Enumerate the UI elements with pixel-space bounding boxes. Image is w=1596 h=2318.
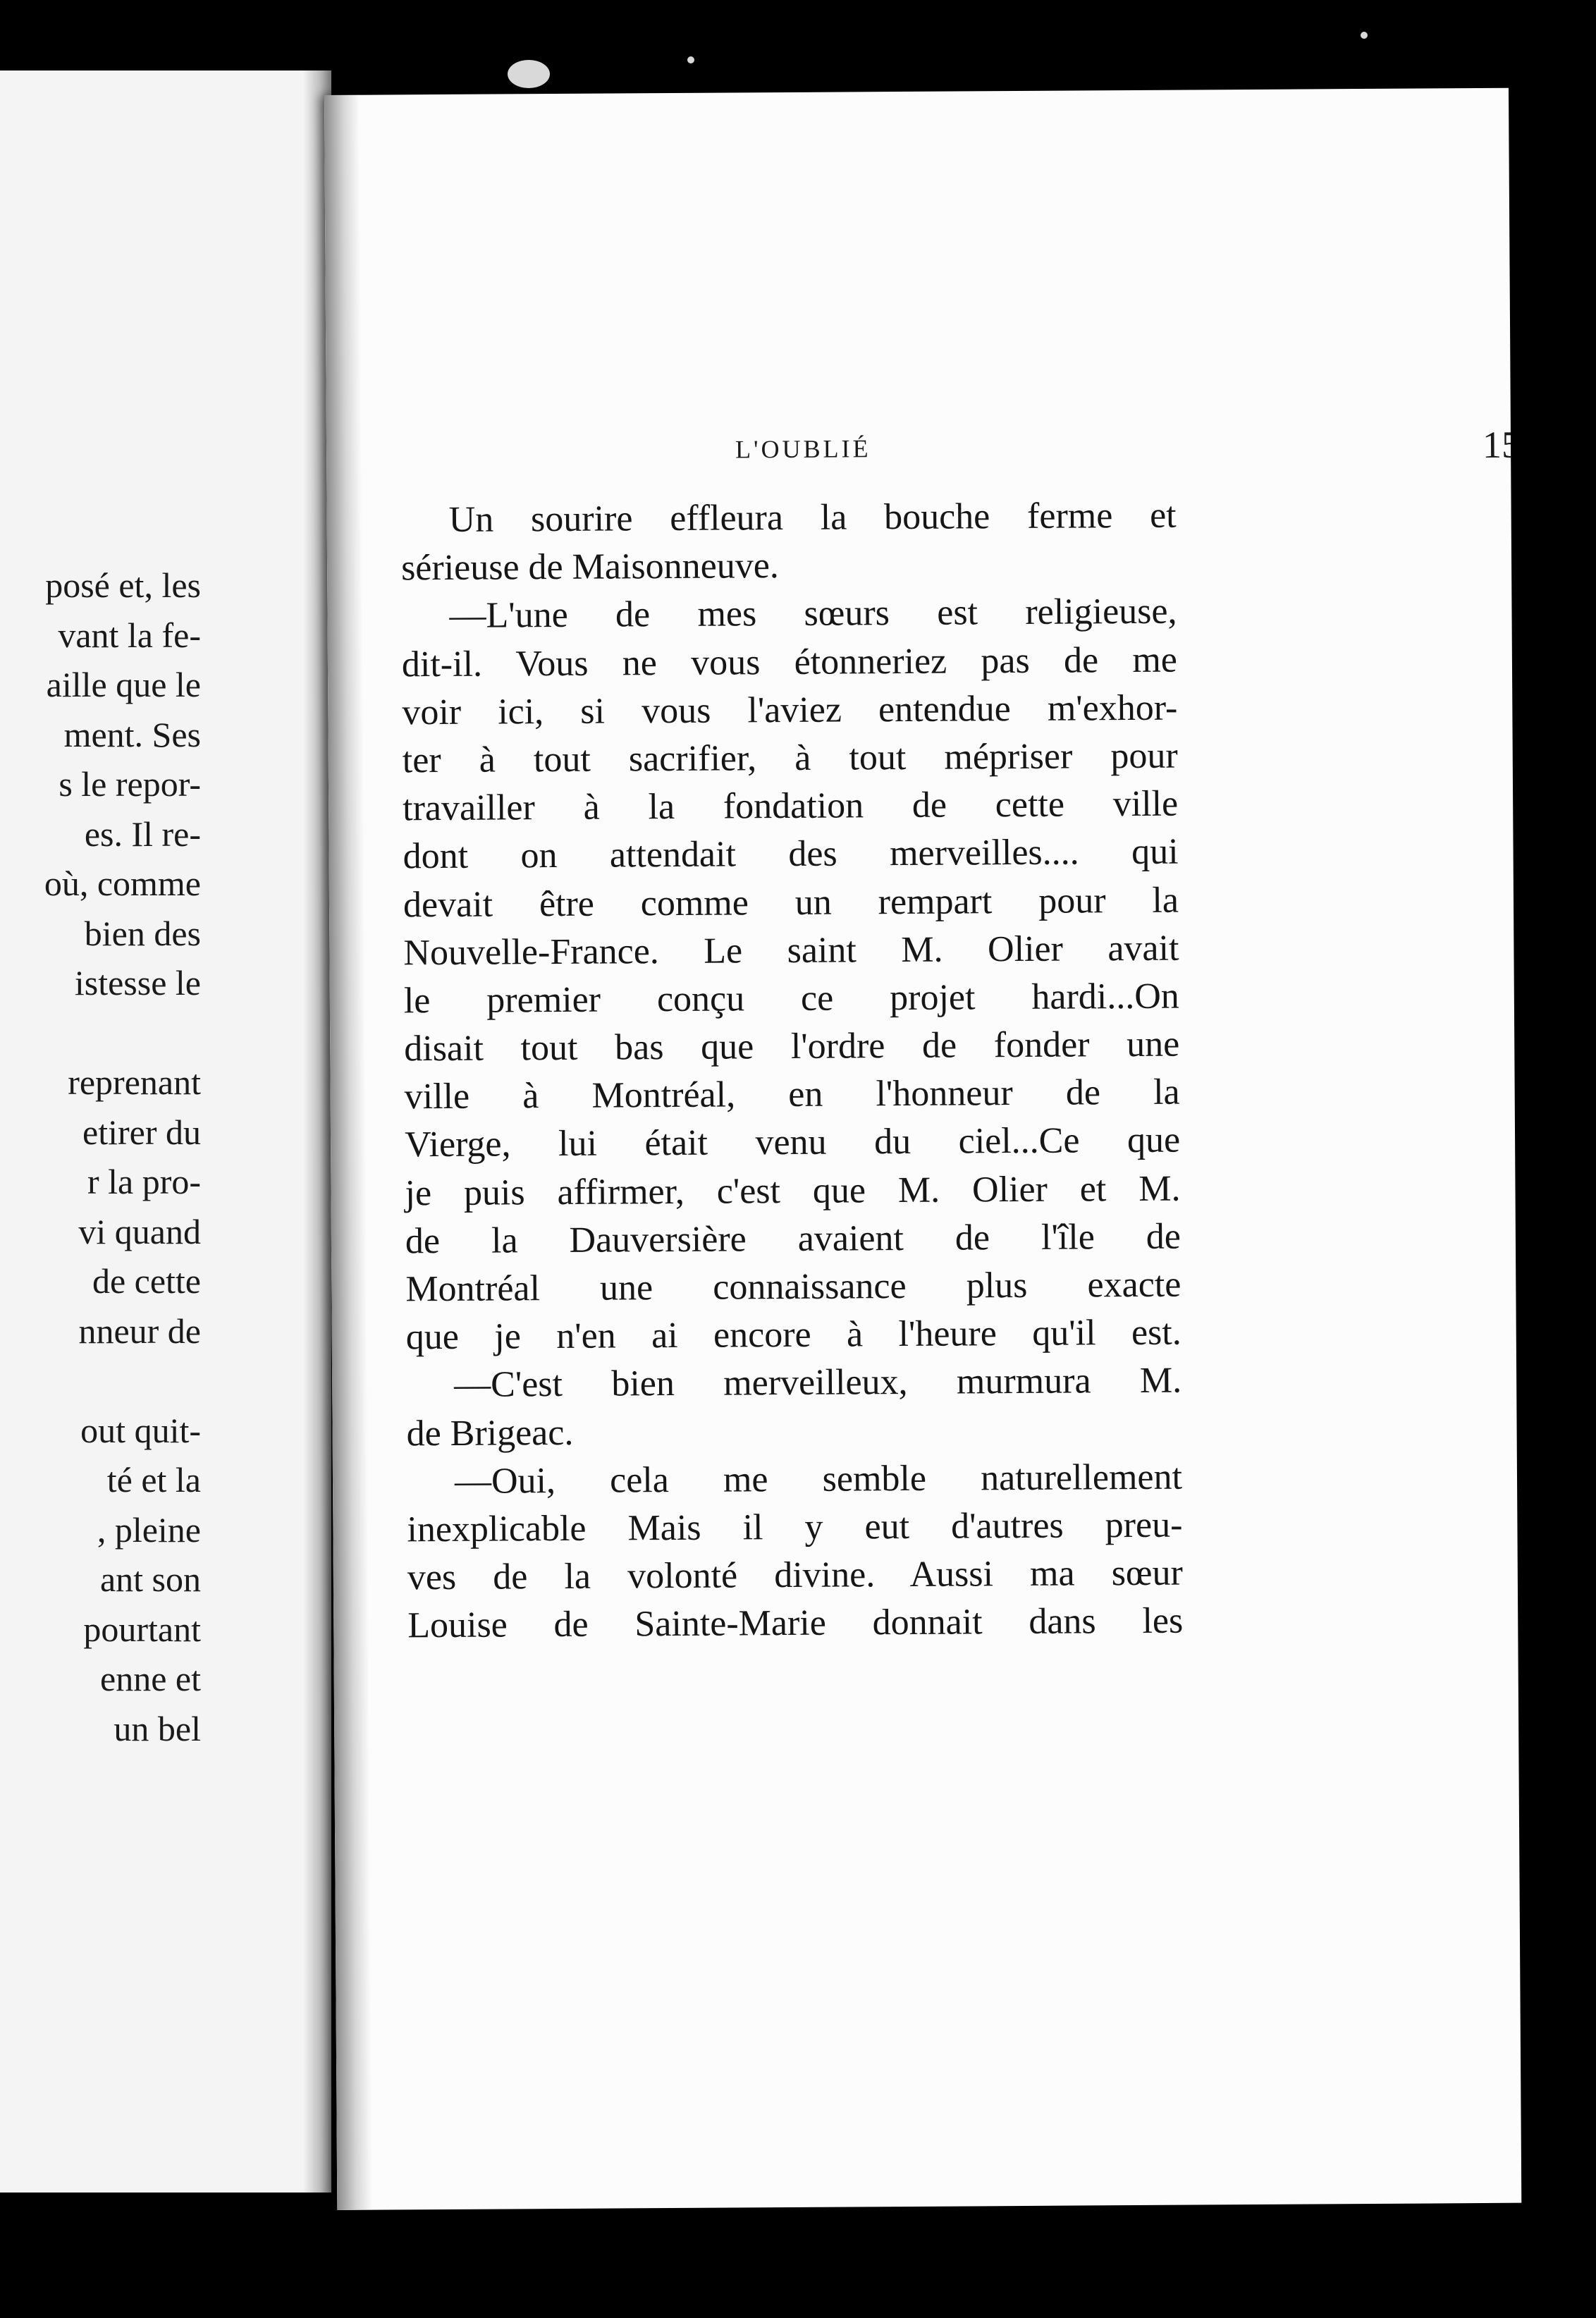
text-line: sérieuse de Maisonneuve. <box>400 546 779 589</box>
page-spine-shadow <box>324 95 372 2210</box>
facing-page-line: de cette <box>92 1261 201 1301</box>
text-line: Un sourire effleura la bouche ferme et <box>448 495 1177 540</box>
text-line: dit-il. Vous ne vous étonneriez pas de me <box>401 639 1178 685</box>
text-line: disait tout bas que l'ordre de fonder une <box>404 1024 1180 1069</box>
facing-page-line: pourtant <box>83 1609 201 1649</box>
body-text <box>400 490 1521 1650</box>
facing-page-line: ment. Ses <box>63 714 201 754</box>
dust-speck <box>508 60 550 88</box>
facing-page-line: un bel <box>113 1708 201 1748</box>
text-line: de la Dauversière avaient de l'île de <box>405 1216 1181 1262</box>
facing-page-line: ant son <box>99 1559 201 1599</box>
facing-page-left <box>0 70 331 2193</box>
text-line: ves de la volonté divine. Aussi ma sœur <box>407 1552 1184 1598</box>
text-line: de Brigeac. <box>406 1412 574 1454</box>
facing-page-line: es. Il re- <box>84 814 201 854</box>
text-line: que je n'en ai encore à l'heure qu'il est. <box>405 1312 1181 1358</box>
text-line: —Oui, cela me semble naturellement <box>454 1457 1183 1502</box>
text-line: —L'une de mes sœurs est religieuse, <box>449 591 1177 637</box>
text-line: travailler à la fondation de cette ville <box>403 783 1179 829</box>
facing-page-line <box>0 1008 310 1058</box>
facing-page-line: bien des <box>84 913 201 953</box>
facing-page-line: etirer du <box>82 1112 201 1152</box>
facing-page-line: enne et <box>100 1659 201 1698</box>
facing-page-line: té et la <box>106 1460 201 1500</box>
facing-page-line: s le repor- <box>59 764 201 804</box>
text-line: le premier conçu ce projet hardi...On <box>403 976 1180 1022</box>
facing-page-line: vant la fe- <box>58 615 201 655</box>
dust-speck <box>1361 32 1368 39</box>
text-line: devait être comme un rempart pour la <box>403 880 1179 925</box>
facing-page-line: aille que le <box>46 665 201 704</box>
facing-page-line: où, comme <box>44 864 201 903</box>
text-line: —C'est bien merveilleux, murmura M. <box>454 1360 1182 1406</box>
facing-page-line: out quit- <box>80 1410 201 1450</box>
facing-page-line: vi quand <box>78 1211 201 1251</box>
facing-page-line <box>0 1356 310 1406</box>
text-line: inexplicable Mais il y eut d'autres preu- <box>407 1504 1183 1550</box>
text-line: ville à Montréal, en l'honneur de la <box>404 1072 1180 1117</box>
facing-page-line: posé et, les <box>45 565 201 605</box>
text-line: Nouvelle-France. Le saint M. Olier avait <box>403 928 1179 974</box>
text-line: Montréal une connaissance plus exacte <box>405 1264 1181 1310</box>
page-header <box>735 423 1521 466</box>
text-line: voir ici, si vous l'aviez entendue m'exhor- <box>402 687 1178 733</box>
facing-page-line: r la pro- <box>87 1162 201 1201</box>
text-line: je puis affirmer, c'est que M. Olier et M. <box>405 1168 1181 1213</box>
text-line: Vierge, lui était venu du ciel...Ce que <box>404 1120 1181 1165</box>
text-line: Louise de Sainte-Marie donnait dans les <box>407 1600 1184 1646</box>
page-right <box>324 88 1521 2210</box>
text-line: ter à tout sacrifier, à tout mépriser pour <box>402 735 1178 781</box>
page-number: 15 <box>1482 423 1521 466</box>
running-head: L'OUBLIÉ <box>735 434 871 464</box>
facing-page-line: nneur de <box>78 1311 201 1351</box>
facing-page-text <box>0 560 310 1753</box>
facing-page-line: reprenant <box>68 1062 201 1102</box>
facing-page-line: , pleine <box>97 1509 201 1550</box>
facing-page-line: istesse le <box>74 963 201 1002</box>
text-line: dont on attendait des merveilles.... qui <box>403 831 1179 877</box>
dust-speck <box>687 56 694 63</box>
